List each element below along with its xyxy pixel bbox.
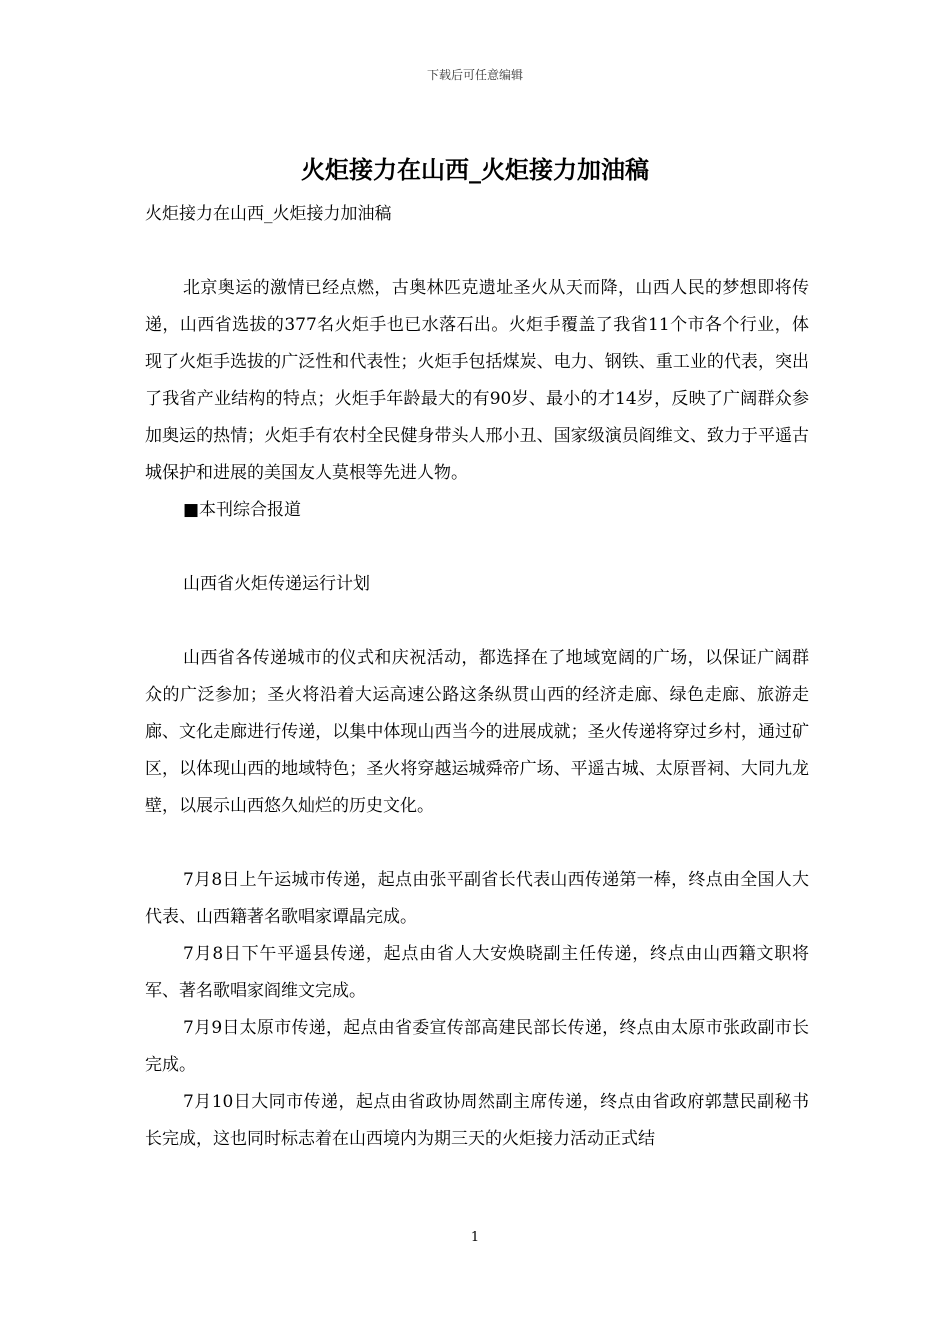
document-title: 火炬接力在山西_火炬接力加油稿: [301, 156, 649, 184]
blank-line: [145, 529, 809, 566]
paragraph-day1-pm: 7月8日下午平遥县传递，起点由省人大安焕晓副主任传递，终点由山西籍文职将军、著名歌唱家阎维文完成。: [145, 944, 809, 1001]
blank-line: [145, 603, 809, 640]
section-heading-plan: 山西省火炬传递运行计划: [183, 574, 370, 594]
blank-line: [145, 233, 809, 270]
document-body: [145, 196, 809, 1158]
paragraph-intro: 北京奥运的激情已经点燃，古奥林匹克遗址圣火从天而降，山西人民的梦想即将传递，山西省选拔的377名火炬手也已水落石出。火炬手覆盖了我省11个市各个行业，体现了火炬手选拔的广泛性和代表性；火炬手包括煤炭、电力、钢铁、重工业的代表，突出了我省产业结构的特点；火炬手年龄最大的有90岁、最小的才14岁，反映了广阔群众参加奥运的热情；火炬手有农村全民健身带头人邢小丑、国家级演员阎维文、致力于平遥古城保护和进展的美国友人莫根等先进人物。: [145, 278, 809, 483]
paragraph-day1-am: 7月8日上午运城市传递，起点由张平副省长代表山西传递第一棒，终点由全国人大代表、山西籍著名歌唱家谭晶完成。: [145, 870, 809, 927]
page-number: 1: [470, 1230, 480, 1245]
subtitle-line: 火炬接力在山西_火炬接力加油稿: [145, 204, 392, 224]
paragraph-day3: 7月10日大同市传递，起点由省政协周然副主席传递，终点由省政府郭慧民副秘书长完成，这也同时标志着在山西境内为期三天的火炬接力活动正式结: [145, 1092, 809, 1149]
header-note: 下载后可任意编辑: [426, 68, 523, 82]
blank-line: [145, 825, 809, 862]
paragraph-source: ■本刊综合报道: [183, 500, 302, 520]
paragraph-plan: 山西省各传递城市的仪式和庆祝活动，都选择在了地域宽阔的广场，以保证广阔群众的广泛参加；圣火将沿着大运高速公路这条纵贯山西的经济走廊、绿色走廊、旅游走廊、文化走廊进行传递，以集中体现山西当今的进展成就；圣火传递将穿过乡村，通过矿区，以体现山西的地域特色；圣火将穿越运城舜帝广场、平遥古城、太原晋祠、大同九龙壁，以展示山西悠久灿烂的历史文化。: [145, 648, 809, 816]
paragraph-day2: 7月9日太原市传递，起点由省委宣传部高建民部长传递，终点由太原市张政副市长完成。: [145, 1018, 809, 1075]
